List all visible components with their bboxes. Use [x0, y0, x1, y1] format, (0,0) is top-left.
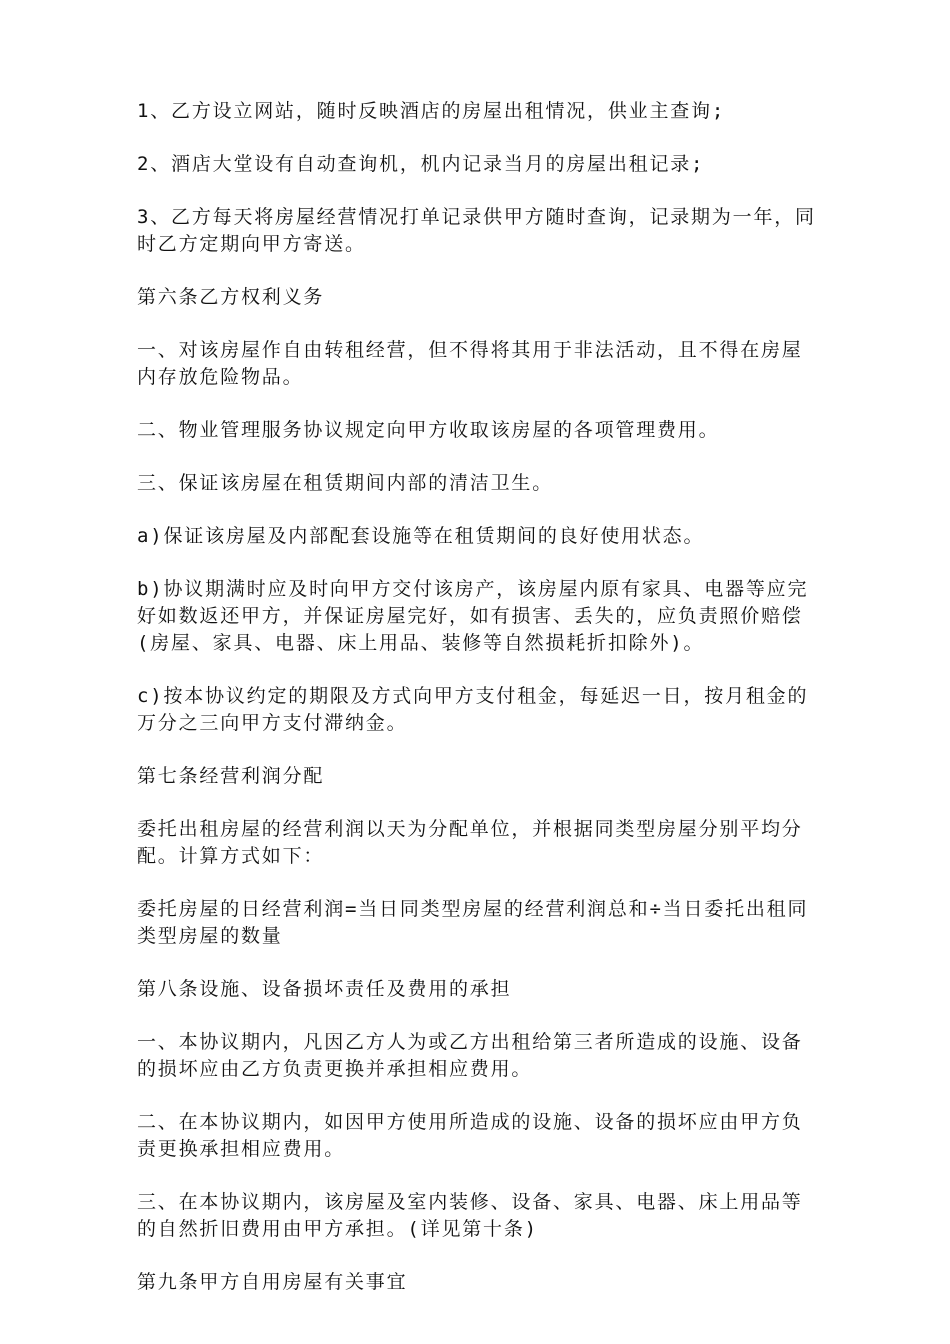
document-body — [137, 98, 817, 1322]
paragraph-profit-distribution: 委托出租房屋的经营利润以天为分配单位，并根据同类型房屋分别平均分配。计算方式如下： — [137, 818, 803, 867]
section-heading-article-6: 第六条乙方权利义务 — [137, 286, 325, 308]
paragraph-damage-clause-1: 一、本协议期内，凡因乙方人为或乙方出租给第三者所造成的设施、设备的损坏应由乙方负责更换并承担相应费用。 — [137, 1031, 803, 1080]
paragraph-clause-3: 三、保证该房屋在租赁期间内部的清洁卫生。 — [137, 472, 554, 494]
section-heading-article-9: 第九条甲方自用房屋有关事宜 — [137, 1271, 408, 1293]
paragraph-subclause-a: a)保证该房屋及内部配套设施等在租赁期间的良好使用状态。 — [137, 525, 705, 547]
paragraph-subclause-c: c)按本协议约定的期限及方式向甲方支付租金，每延迟一日，按月租金的万分之三向甲方支付滞纳金。 — [137, 685, 809, 734]
paragraph-damage-clause-2: 二、在本协议期内，如因甲方使用所造成的设施、设备的损坏应由甲方负责更换承担相应费用。 — [137, 1111, 803, 1160]
paragraph-profit-formula: 委托房屋的日经营利润=当日同类型房屋的经营利润总和÷当日委托出租同类型房屋的数量 — [137, 898, 809, 947]
section-heading-article-8: 第八条设施、设备损坏责任及费用的承担 — [137, 978, 512, 1000]
paragraph-item-3: 3、乙方每天将房屋经营情况打单记录供甲方随时查询，记录期为一年，同时乙方定期向甲方寄送。 — [137, 206, 816, 255]
paragraph-subclause-b: b)协议期满时应及时向甲方交付该房产，该房屋内原有家具、电器等应完好如数返还甲方，并保证房屋完好，如有损害、丢失的，应负责照价赔偿(房屋、家具、电器、床上用品、装修等自然损耗折扣除外)。 — [137, 578, 809, 654]
paragraph-clause-1: 一、对该房屋作自由转租经营，但不得将其用于非法活动，且不得在房屋内存放危险物品。 — [137, 339, 803, 388]
paragraph-clause-2: 二、物业管理服务协议规定向甲方收取该房屋的各项管理费用。 — [137, 419, 720, 441]
paragraph-damage-clause-3: 三、在本协议期内，该房屋及室内装修、设备、家具、电器、床上用品等的自然折旧费用由甲方承担。(详见第十条) — [137, 1191, 803, 1240]
paragraph-item-1: 1、乙方设立网站，随时反映酒店的房屋出租情况，供业主查询; — [137, 100, 726, 122]
section-heading-article-7: 第七条经营利润分配 — [137, 765, 325, 787]
paragraph-item-2: 2、酒店大堂设有自动查询机，机内记录当月的房屋出租记录; — [137, 153, 705, 175]
